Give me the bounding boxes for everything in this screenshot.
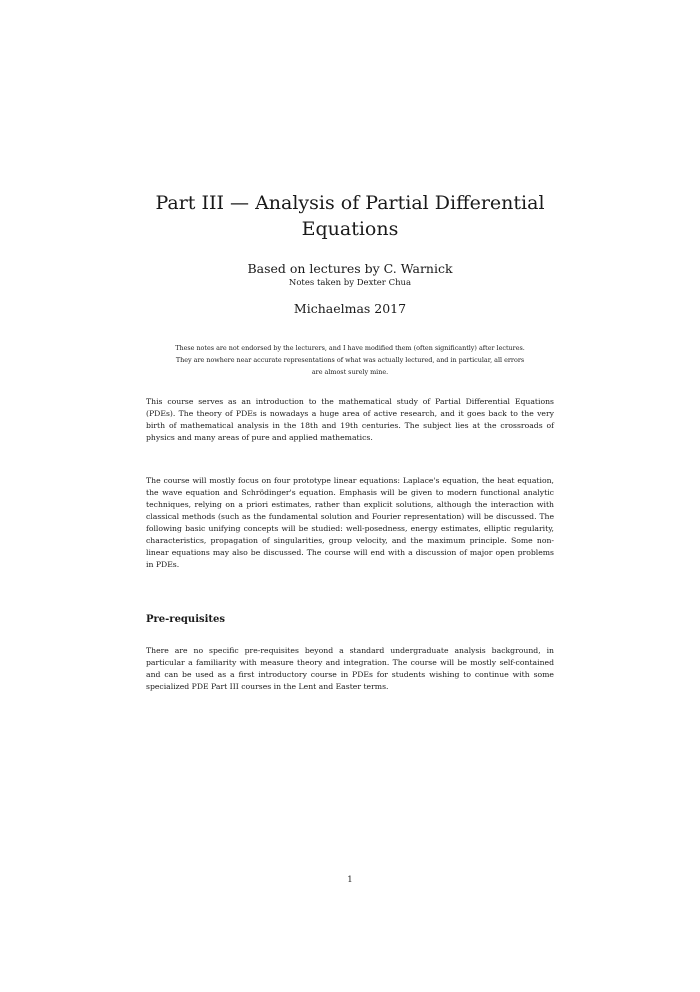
intro-paragraph-2: The course will mostly focus on four prototype linear equations: Laplace's equation, the heat equation, the wave equation and Schrödinger's equation. Emphasis will be given to modern functional analytic techniques, relying on a priori estimates, rather than explicit solutions, although the interaction with classical methods (such as the fundamental solution and Fourier representation) will be discussed. The following basic unifying concepts will be studied: well-posedness, energy estimates, elliptic regularity, characteristics, propagation of singularities, group velocity, and the maximum principle. Some non-linear equations may also be discussed. The course will end with a discussion of major open problems in PDEs. xyxy=(146,476,554,569)
page-number: 1 xyxy=(347,875,353,885)
author-line: Based on lectures by C. Warnick xyxy=(247,261,453,276)
prerequisites-paragraph: There are no specific pre-requisites beyond a standard undergraduate analysis background, in particular a familiarity with measure theory and integration. The course will be mostly self-contained and can be used as a first introductory course in PDEs for students wishing to continue with some specialized PDE Part III courses in the Lent and Easter terms. xyxy=(146,646,554,691)
intro-paragraph-1: This course serves as an introduction to the mathematical study of Partial Differential Equations (PDEs). The theory of PDEs is nowadays a huge area of active research, and it goes back to the very birth of mathematical analysis in the 18th and 19th centuries. The subject lies at the crossroads of physics and many areas of pure and applied mathematics. xyxy=(146,397,554,442)
document-title: Part III — Analysis of Partial Differential Equations xyxy=(155,192,545,240)
term-line: Michaelmas 2017 xyxy=(293,301,407,316)
notes-taker-line: Notes taken by Dexter Chua xyxy=(288,278,412,288)
disclaimer-text: These notes are not endorsed by the lecturers, and I have modified them (often significantly) after lectures. They are nowhere near accurate representations of what was actually lectured, and in particular, all errors are almost surely mine. xyxy=(175,344,525,376)
prerequisites-heading: Pre-requisites xyxy=(146,614,226,625)
